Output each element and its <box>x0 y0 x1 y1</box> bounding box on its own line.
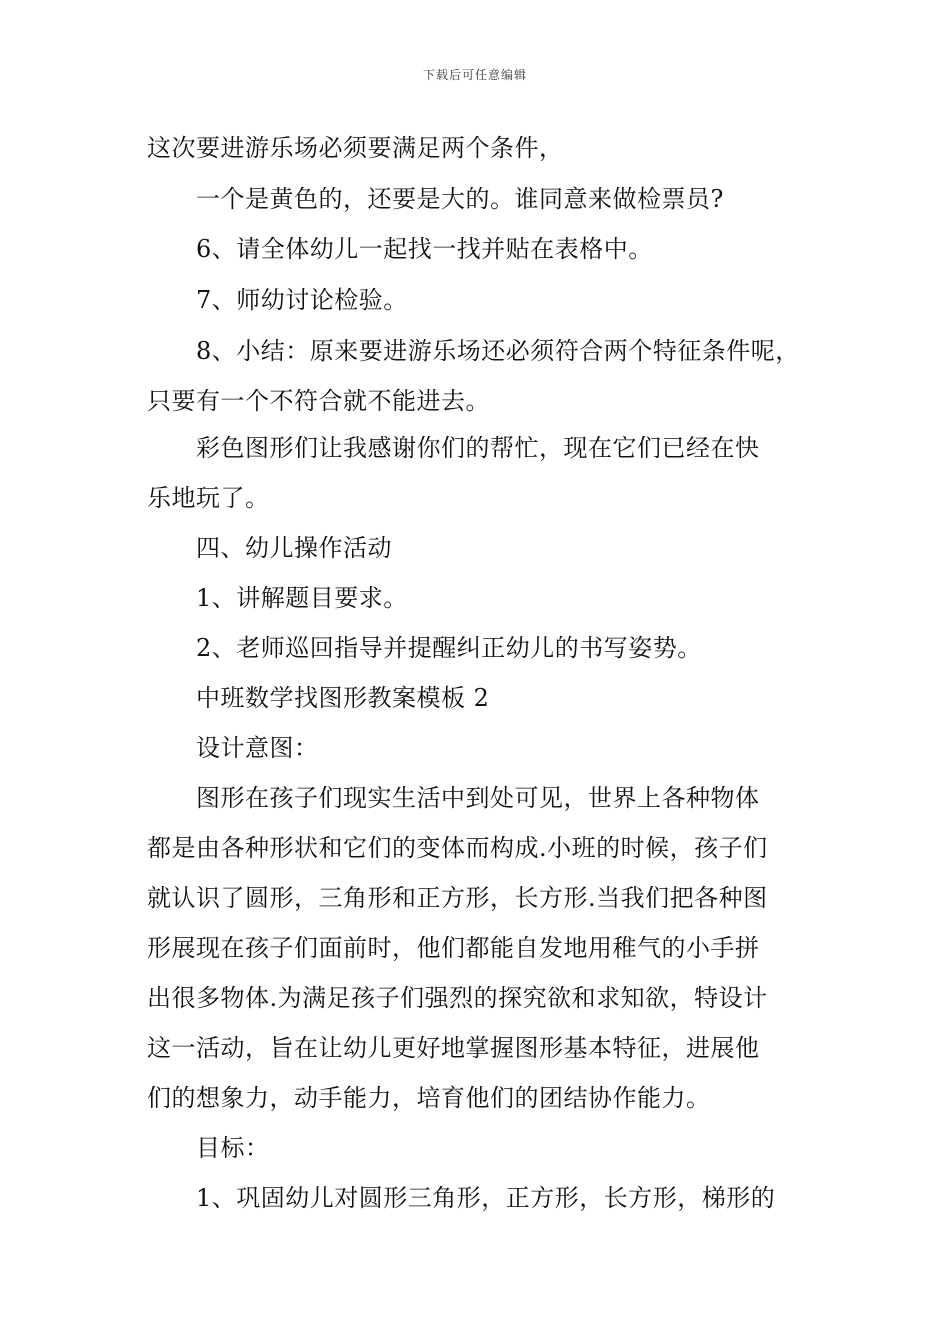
paragraph-line: 形展现在孩子们面前时，他们都能自发地用稚气的小手拼 <box>147 934 760 962</box>
paragraph-line: 们的想象力，动手能力，培育他们的团结协作能力。 <box>147 1084 711 1112</box>
paragraph-line: 1、讲解题目要求。 <box>196 584 408 612</box>
paragraph-line: 2、老师巡回指导并提醒纠正幼儿的书写姿势。 <box>196 634 702 662</box>
paragraph-line: 6、请全体幼儿一起找一找并贴在表格中。 <box>196 235 653 263</box>
paragraph-line: 乐地玩了。 <box>147 484 270 512</box>
paragraph-line: 四、幼儿操作活动 <box>196 534 392 562</box>
paragraph-line: 一个是黄色的，还要是大的。谁同意来做检票员? <box>196 185 724 213</box>
paragraph-line: 就认识了圆形，三角形和正方形，长方形.当我们把各种图 <box>147 884 768 912</box>
paragraph-line: 只要有一个不符合就不能进去。 <box>147 387 490 415</box>
paragraph-line: 这一活动，旨在让幼儿更好地掌握图形基本特征，进展他 <box>147 1034 760 1062</box>
paragraph-line: 彩色图形们让我感谢你们的帮忙，现在它们已经在快 <box>196 434 760 462</box>
header-note: 下载后可任意编辑 <box>422 68 527 82</box>
paragraph-line: 1、巩固幼儿对圆形三角形，正方形，长方形，梯形的 <box>196 1184 776 1212</box>
paragraph-line: 这次要进游乐场必须要满足两个条件， <box>147 134 564 162</box>
paragraph-line: 图形在孩子们现实生活中到处可见，世界上各种物体 <box>196 784 760 812</box>
paragraph-line: 出很多物体.为满足孩子们强烈的探究欲和求知欲，特设计 <box>147 984 768 1012</box>
paragraph-line: 中班数学找图形教案模板 2 <box>196 684 490 712</box>
paragraph-line: 目标： <box>196 1134 270 1162</box>
paragraph-line: 都是由各种形状和它们的变体而构成.小班的时候，孩子们 <box>147 834 768 862</box>
paragraph-line: 8、小结：原来要进游乐场还必须符合两个特征条件呢， <box>196 337 800 365</box>
paragraph-line: 设计意图： <box>196 734 319 762</box>
paragraph-line: 7、师幼讨论检验。 <box>196 286 408 314</box>
